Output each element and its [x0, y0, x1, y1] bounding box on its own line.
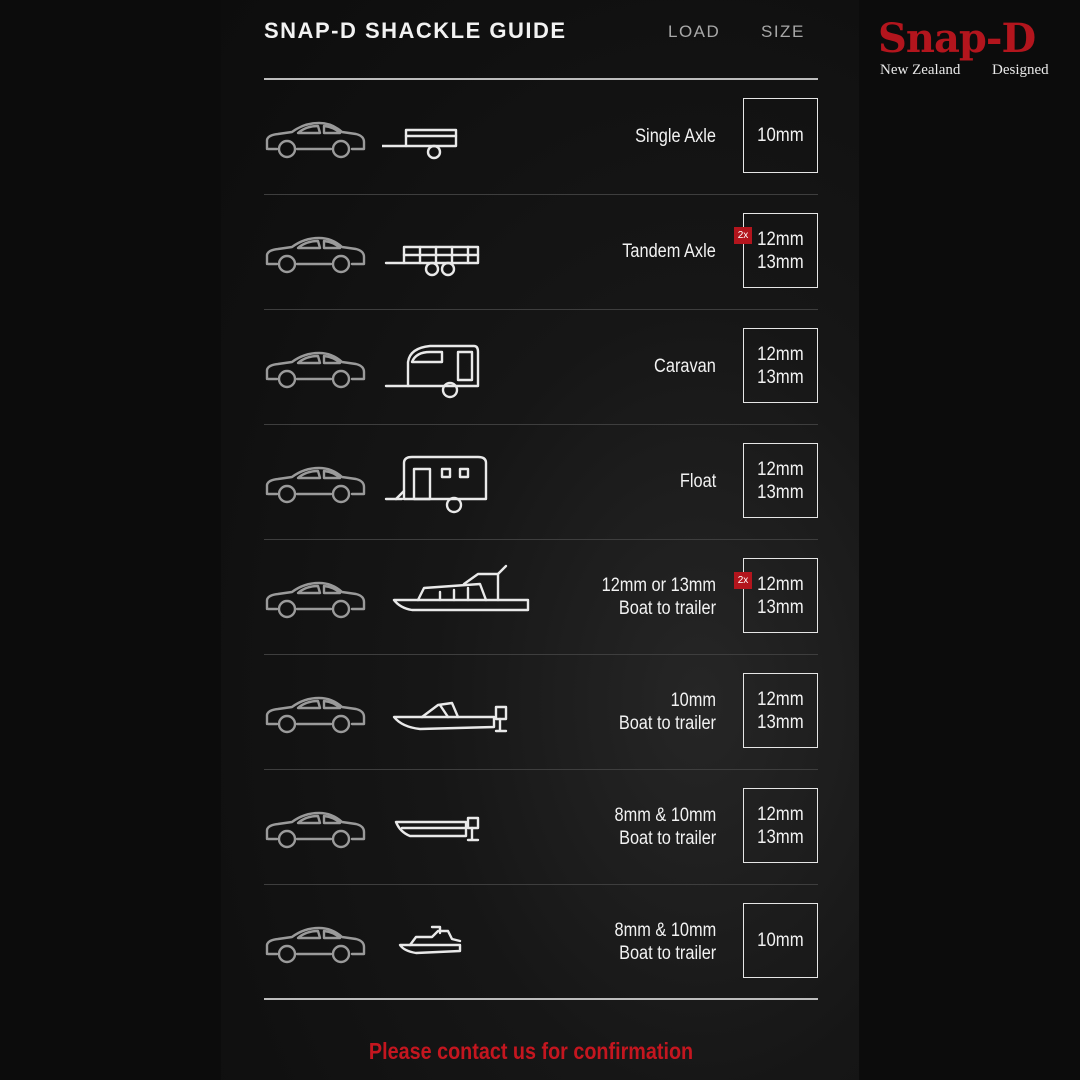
- size-text: 12mm: [757, 803, 804, 825]
- tandem-axle-trailer-icon: [382, 217, 542, 289]
- table-row: [264, 310, 818, 425]
- size-text: 13mm: [757, 826, 804, 848]
- load-label: [602, 540, 716, 653]
- logo-wordmark: Snap-D: [878, 15, 1036, 62]
- horse-float-icon: [382, 447, 542, 519]
- size-text: 12mm: [757, 228, 804, 250]
- table-row: [264, 425, 818, 540]
- size-column-header: SIZE: [761, 22, 805, 41]
- load-text: 8mm & 10mm: [614, 804, 716, 826]
- car-icon: [264, 235, 366, 275]
- contact-note: Please contact us for confirmation: [368, 1038, 694, 1064]
- load-text: Boat to trailer: [618, 942, 716, 964]
- size-text: 12mm: [757, 458, 804, 480]
- load-text: 12mm or 13mm: [601, 574, 716, 596]
- size-text: 12mm: [757, 688, 804, 710]
- caravan-icon: [382, 332, 542, 404]
- load-text: Boat to trailer: [618, 712, 716, 734]
- load-text: 10mm: [670, 689, 716, 711]
- load-text: Caravan: [654, 356, 716, 377]
- logo-tagline-right: Designed: [992, 62, 1049, 78]
- car-icon: [264, 580, 366, 620]
- load-label: [635, 80, 716, 193]
- brand-logo: [878, 14, 1058, 84]
- size-box: [743, 788, 818, 863]
- logo-tagline-left: New Zealand: [880, 62, 961, 78]
- size-text: 10mm: [757, 930, 804, 951]
- table-row: [264, 80, 818, 195]
- single-axle-trailer-icon: [382, 102, 542, 174]
- load-text: Single Axle: [635, 126, 716, 147]
- page-title: SNAP-D SHACKLE GUIDE: [264, 18, 567, 43]
- car-icon: [264, 465, 366, 505]
- load-column-header: LOAD: [668, 22, 721, 41]
- size-box: [743, 443, 818, 518]
- car-icon: [264, 350, 366, 390]
- runabout-boat-icon: [382, 677, 542, 749]
- quantity-badge: 2x: [734, 227, 752, 244]
- size-text: 12mm: [757, 343, 804, 365]
- load-text: Boat to trailer: [618, 827, 716, 849]
- load-label: [619, 655, 716, 768]
- load-text: Float: [679, 471, 716, 492]
- table-row: [264, 540, 818, 655]
- table-row: [264, 195, 818, 310]
- size-text: 13mm: [757, 596, 804, 618]
- size-text: 13mm: [757, 481, 804, 503]
- car-icon: [264, 810, 366, 850]
- load-label: [654, 310, 716, 423]
- table-row: [264, 770, 818, 885]
- size-text: 13mm: [757, 711, 804, 733]
- size-box: [743, 213, 818, 288]
- load-label: [614, 885, 716, 998]
- quantity-badge: 2x: [734, 572, 752, 589]
- size-text: 13mm: [757, 251, 804, 273]
- size-text: 10mm: [757, 125, 804, 146]
- load-text: Tandem Axle: [622, 241, 716, 262]
- launch-boat-icon: [382, 562, 542, 634]
- dinghy-icon: [382, 792, 542, 864]
- size-text: 12mm: [757, 573, 804, 595]
- size-text: 13mm: [757, 366, 804, 388]
- shackle-table: [264, 80, 818, 1000]
- load-text: Boat to trailer: [618, 597, 716, 619]
- size-box: [743, 673, 818, 748]
- load-label: [614, 770, 716, 883]
- car-icon: [264, 120, 366, 160]
- jet-ski-icon: [382, 907, 542, 979]
- car-icon: [264, 695, 366, 735]
- size-box: [743, 98, 818, 173]
- load-label: [680, 425, 716, 538]
- load-label: [622, 195, 716, 308]
- size-box: [743, 903, 818, 978]
- size-box: [743, 328, 818, 403]
- table-row: [264, 885, 818, 1000]
- table-row: [264, 655, 818, 770]
- size-box: [743, 558, 818, 633]
- load-text: 8mm & 10mm: [614, 919, 716, 941]
- car-icon: [264, 925, 366, 965]
- guide-header: [264, 0, 818, 80]
